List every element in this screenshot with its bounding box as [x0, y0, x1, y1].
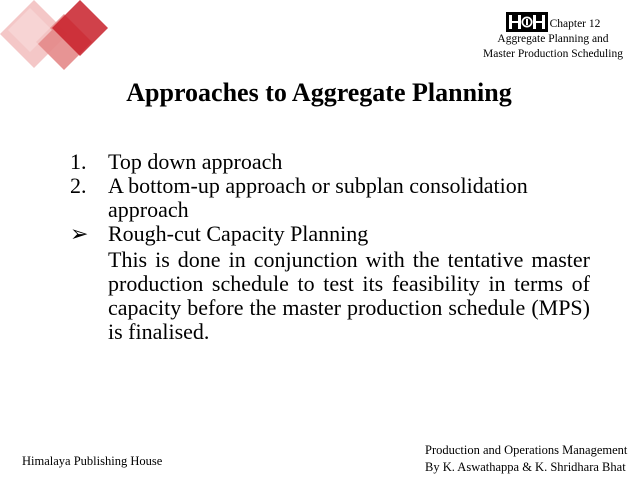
- list-item-text: A bottom-up approach or subplan consolidation approach: [108, 173, 528, 222]
- arrow-bullet-icon: ➢: [70, 221, 89, 246]
- list-item: [70, 150, 590, 174]
- book-title: Production and Operations Management: [425, 443, 628, 457]
- slide-title: Approaches to Aggregate Planning: [126, 78, 512, 107]
- chapter-title-line2: Master Production Scheduling: [483, 48, 623, 60]
- content-list: [70, 150, 590, 344]
- book-credit-footer: [425, 442, 628, 476]
- publisher-footer: Himalaya Publishing House: [22, 454, 163, 468]
- list-item-text: Top down approach: [108, 149, 283, 174]
- list-item-text: Rough-cut Capacity Planning: [108, 221, 369, 246]
- chapter-header: [478, 12, 628, 62]
- chapter-title-line1: Aggregate Planning and: [497, 33, 609, 45]
- description-paragraph: This is done in conjunction with the tentative master production schedule to test its feasibility in terms of capacity before the master production schedule (MPS) is finalised.: [108, 247, 590, 344]
- book-authors: By K. Aswathappa & K. Shridhara Bhat: [425, 460, 626, 474]
- list-number: 2.: [70, 173, 87, 198]
- list-item: [70, 174, 590, 222]
- decorative-diamonds: [0, 0, 112, 72]
- publisher-logo-icon: [506, 12, 548, 32]
- chapter-number: Chapter 12: [549, 18, 601, 30]
- list-item: [70, 222, 590, 246]
- list-number: 1.: [70, 149, 87, 174]
